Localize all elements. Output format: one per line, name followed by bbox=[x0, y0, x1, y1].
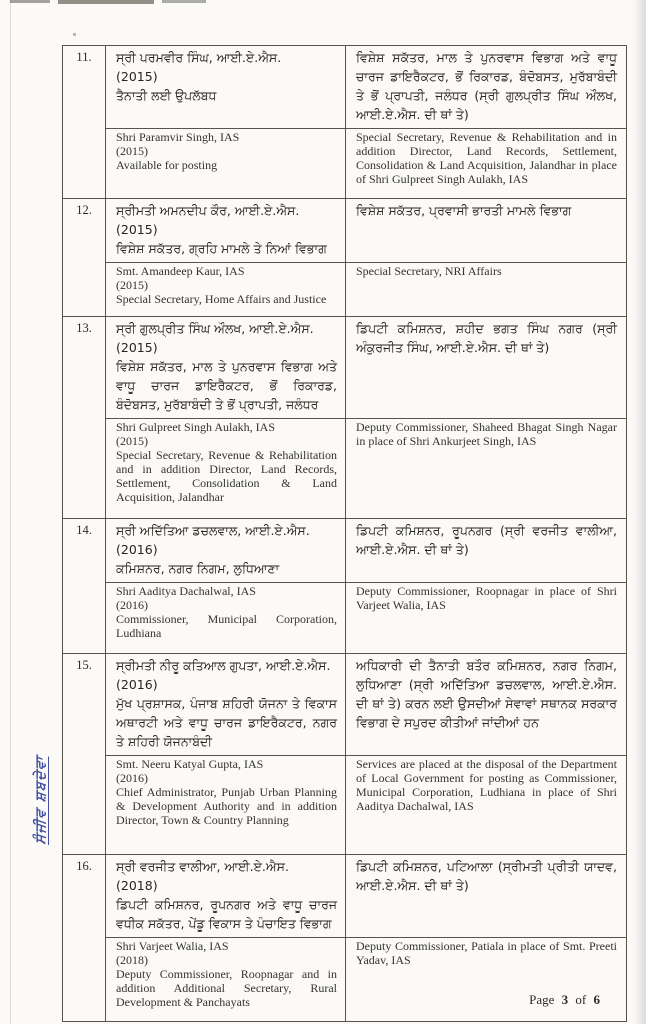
scan-speck bbox=[73, 33, 76, 36]
new-posting-cell: ਵਿਸ਼ੇਸ਼ ਸਕੱਤਰ, ਪ੍ਰਵਾਸੀ ਭਾਰਤੀ ਮਾਮਲੇ ਵਿਭਾਗ bbox=[356, 203, 572, 218]
serial-cell: 15. bbox=[63, 654, 106, 854]
officer-batch-year: (2015) bbox=[116, 277, 148, 292]
english-subrow bbox=[106, 755, 626, 854]
officer-current-designation: ਡਿਪਟੀ ਕਮਿਸ਼ਨਰ, ਰੂਪਨਗਰ ਅਤੇ ਵਾਧੂ ਚਾਰਜ ਵਧੀਕ ਸਕੱਤਰ, ਪੇਂਡੂ ਵਿਕਾਸ ਤੇ ਪੰਚਾਇਤ ਵਿਭਾਗ bbox=[116, 897, 337, 931]
officer-batch-year: (2015) bbox=[116, 433, 148, 448]
officer-current-designation: ਕਮਿਸ਼ਨਰ, ਨਗਰ ਨਿਗਮ, ਲੁਧਿਆਣਾ bbox=[116, 561, 280, 576]
officer-cell bbox=[106, 129, 346, 198]
new-posting-cell: Deputy Commissioner, Patiala in place of Smt. Preeti Yadav, IAS bbox=[356, 939, 617, 967]
officer-cell bbox=[106, 263, 346, 316]
serial-cell: 14. bbox=[63, 519, 106, 653]
officer-cell bbox=[106, 855, 346, 937]
table-row bbox=[63, 653, 626, 854]
officer-name: ਸ੍ਰੀ ਗੁਲਪ੍ਰੀਤ ਸਿੰਘ ਔਲਖ, ਆਈ.ਏ.ਐਸ. bbox=[116, 321, 314, 336]
new-posting-cell: ਡਿਪਟੀ ਕਮਿਸ਼ਨਰ, ਸ਼ਹੀਦ ਭਗਤ ਸਿੰਘ ਨਗਰ (ਸ੍ਰੀ ਅੰਕੁਰਜੀਤ ਸਿੰਘ, ਆਈ.ਏ.ਐਸ. ਦੀ ਥਾਂ ਤੇ) bbox=[356, 321, 617, 355]
officers-table-body bbox=[63, 46, 626, 1021]
officer-name: Smt. Amandeep Kaur, IAS bbox=[116, 264, 245, 278]
table-row bbox=[63, 316, 626, 518]
serial-cell: 12. bbox=[63, 199, 106, 316]
officer-cell bbox=[106, 199, 346, 262]
officer-cell bbox=[106, 654, 346, 755]
punjabi-subrow bbox=[106, 46, 626, 128]
officer-name: Shri Gulpreet Singh Aulakh, IAS bbox=[116, 420, 275, 434]
officer-cell bbox=[106, 583, 346, 653]
scan-smudge bbox=[162, 0, 206, 3]
footer-current-page: 3 bbox=[561, 992, 569, 1007]
new-posting-cell: ਡਿਪਟੀ ਕਮਿਸ਼ਨਰ, ਪਟਿਆਲਾ (ਸ੍ਰੀਮਤੀ ਪ੍ਰੀਤੀ ਯਾਦਵ, ਆਈ.ਏ.ਐਸ. ਦੀ ਥਾਂ ਤੇ) bbox=[356, 859, 617, 893]
officer-current-designation: ਵਿਸ਼ੇਸ਼ ਸਕੱਤਰ, ਗ੍ਰਹਿ ਮਾਮਲੇ ਤੇ ਨਿਆਂ ਵਿਭਾਗ bbox=[116, 241, 327, 256]
scan-fold-line bbox=[10, 0, 11, 1024]
serial-cell: 16. bbox=[63, 855, 106, 1021]
officer-batch-year: (2015) bbox=[116, 340, 158, 355]
footer-page-word: Page bbox=[529, 992, 555, 1007]
officer-batch-year: (2015) bbox=[116, 222, 158, 237]
table-row bbox=[63, 46, 626, 198]
new-posting-cell: Deputy Commissioner, Roopnagar in place of Shri Varjeet Walia, IAS bbox=[356, 584, 617, 612]
officers-posting-table bbox=[62, 45, 627, 1022]
officer-name: Smt. Neeru Katyal Gupta, IAS bbox=[116, 757, 264, 771]
row-body bbox=[106, 199, 626, 316]
officer-cell bbox=[106, 756, 346, 854]
row-body bbox=[106, 317, 626, 518]
table-row bbox=[63, 518, 626, 653]
officer-current-designation: Deputy Commissioner, Roopnagar and in addition Additional Secretary, Rural Development & Panchayats bbox=[116, 966, 337, 1009]
officer-current-designation: Available for posting bbox=[116, 157, 218, 172]
new-posting-cell: ਡਿਪਟੀ ਕਮਿਸ਼ਨਰ, ਰੂਪਨਗਰ (ਸ੍ਰੀ ਵਰਜੀਤ ਵਾਲੀਆ, ਆਈ.ਏ.ਐਸ. ਦੀ ਥਾਂ ਤੇ) bbox=[356, 523, 617, 557]
officer-batch-year: (2015) bbox=[116, 69, 158, 84]
new-posting-cell: ਅਧਿਕਾਰੀ ਦੀ ਤੈਨਾਤੀ ਬਤੌਰ ਕਮਿਸ਼ਨਰ, ਨਗਰ ਨਿਗਮ, ਲੁਧਿਆਣਾ (ਸ੍ਰੀ ਅਦਿੱਤਿਆ ਡਚਲਵਾਲ, ਆਈ.ਏ.ਐਸ. ਦੀ ਥਾਂ ਤੇ) ਕਰਨ ਲਈ ਉਸਦੀਆਂ ਸੇਵਾਵਾਂ ਸਥਾਨਕ ਸਰਕਾਰ ਵਿਭਾਗ ਦੇ ਸਪੁਰਦ ਕੀਤੀਆਂ ਜਾਂਦੀਆਂ ਹਨ bbox=[356, 658, 617, 730]
new-posting-cell: Services are placed at the disposal of the Department of Local Government for posting as Commissioner, Municipal Corporation, Ludhiana in place of Shri Aaditya Dachalwal, IAS bbox=[356, 757, 617, 813]
handwritten-margin-note: ਸੰਜੀਵ ਸ਼ਬਦੇਵਾ bbox=[33, 754, 49, 846]
officer-cell bbox=[106, 46, 346, 128]
punjabi-subrow bbox=[106, 199, 626, 262]
punjabi-subrow bbox=[106, 654, 626, 755]
officer-name: Shri Paramvir Singh, IAS bbox=[116, 130, 240, 144]
serial-cell: 11. bbox=[63, 46, 106, 198]
officer-cell bbox=[106, 519, 346, 582]
row-body bbox=[106, 46, 626, 198]
officer-batch-year: (2018) bbox=[116, 878, 158, 893]
english-subrow bbox=[106, 262, 626, 316]
table-row bbox=[63, 198, 626, 316]
scan-smudge bbox=[10, 0, 50, 3]
punjabi-subrow bbox=[106, 855, 626, 937]
scan-edge-shadow bbox=[634, 0, 646, 1024]
officer-current-designation: ਤੈਨਾਤੀ ਲਈ ਉਪਲੱਬਧ bbox=[116, 88, 217, 103]
punjabi-subrow bbox=[106, 317, 626, 418]
row-body bbox=[106, 654, 626, 854]
officer-current-designation: Chief Administrator, Punjab Urban Planning & Development Authority and in addition Director, Town & Country Planning bbox=[116, 784, 337, 827]
officer-batch-year: (2016) bbox=[116, 542, 158, 557]
officer-name: ਸ੍ਰੀ ਅਦਿੱਤਿਆ ਡਚਲਵਾਲ, ਆਈ.ਏ.ਐਸ. bbox=[116, 523, 310, 538]
officer-cell bbox=[106, 938, 346, 1021]
footer-of-word: of bbox=[575, 992, 587, 1007]
new-posting-cell: Special Secretary, NRI Affairs bbox=[356, 264, 502, 278]
english-subrow bbox=[106, 418, 626, 518]
new-posting-cell: Deputy Commissioner, Shaheed Bhagat Singh Nagar in place of Shri Ankurjeet Singh, IAS bbox=[356, 420, 617, 448]
officer-batch-year: (2016) bbox=[116, 770, 148, 785]
officer-batch-year: (2015) bbox=[116, 143, 148, 158]
officer-current-designation: Commissioner, Municipal Corporation, Ludhiana bbox=[116, 611, 337, 640]
row-body bbox=[106, 519, 626, 653]
punjabi-subrow bbox=[106, 519, 626, 582]
officer-current-designation: ਵਿਸ਼ੇਸ਼ ਸਕੱਤਰ, ਮਾਲ ਤੇ ਪੁਨਰਵਾਸ ਵਿਭਾਗ ਅਤੇ ਵਾਧੂ ਚਾਰਜ ਡਾਇਰੈਕਟਰ, ਭੋਂ ਰਿਕਾਰਡ, ਬੰਦੋਬਸਤ, ਮੁਰੱਬਾਬੰਦੀ ਤੇ ਭੋਂ ਪ੍ਰਾਪਤੀ, ਜਲੰਧਰ bbox=[116, 359, 337, 412]
new-posting-cell: Special Secretary, Revenue & Rehabilitation and in addition Director, Land Records, Settlement, Consolidation & Land Acquisition, Jalandhar in place of Shri Gulpreet Singh Aulakh, IAS bbox=[356, 130, 617, 186]
officer-cell bbox=[106, 419, 346, 518]
officer-name: ਸ੍ਰੀਮਤੀ ਨੀਰੂ ਕਤਿਆਲ ਗੁਪਤਾ, ਆਈ.ਏ.ਐਸ. bbox=[116, 658, 331, 673]
officer-batch-year: (2016) bbox=[116, 677, 158, 692]
english-subrow bbox=[106, 128, 626, 198]
officer-batch-year: (2018) bbox=[116, 952, 148, 967]
officer-current-designation: Special Secretary, Revenue & Rehabilitation and in addition Director, Land Records, Settlement, Consolidation & Land Acquisition, Jalandhar bbox=[116, 447, 337, 504]
officer-batch-year: (2016) bbox=[116, 597, 148, 612]
new-posting-cell: ਵਿਸ਼ੇਸ਼ ਸਕੱਤਰ, ਮਾਲ ਤੇ ਪੁਨਰਵਾਸ ਵਿਭਾਗ ਅਤੇ ਵਾਧੂ ਚਾਰਜ ਡਾਇਰੈਕਟਰ, ਭੋਂ ਰਿਕਾਰਡ, ਬੰਦੋਬਸਤ, ਮੁਰੱਬਾਬੰਦੀ ਤੇ ਭੋਂ ਪ੍ਰਾਪਤੀ, ਜਲੰਧਰ (ਸ੍ਰੀ ਗੁਲਪ੍ਰੀਤ ਸਿੰਘ ਔਲਖ, ਆਈ.ਏ.ਐਸ. ਦੀ ਥਾਂ ਤੇ) bbox=[356, 50, 617, 122]
scan-smudge bbox=[58, 0, 154, 4]
officer-current-designation: Special Secretary, Home Affairs and Justice bbox=[116, 291, 327, 306]
page-footer bbox=[529, 992, 600, 1008]
officer-name: ਸ੍ਰੀ ਵਰਜੀਤ ਵਾਲੀਆ, ਆਈ.ਏ.ਐਸ. bbox=[116, 859, 289, 874]
officer-current-designation: ਮੁੱਖ ਪ੍ਰਸ਼ਾਸਕ, ਪੰਜਾਬ ਸ਼ਹਿਰੀ ਯੋਜਨਾ ਤੇ ਵਿਕਾਸ ਅਥਾਰਟੀ ਅਤੇ ਵਾਧੂ ਚਾਰਜ ਡਾਇਰੈਕਟਰ, ਨਗਰ ਤੇ ਸ਼ਹਿਰੀ ਯੋਜਨਾਬੰਦੀ bbox=[116, 696, 337, 749]
officer-name: ਸ੍ਰੀਮਤੀ ਅਮਨਦੀਪ ਕੌਰ, ਆਈ.ਏ.ਐਸ. bbox=[116, 203, 300, 218]
officer-name: ਸ੍ਰੀ ਪਰਮਵੀਰ ਸਿੰਘ, ਆਈ.ਏ.ਐਸ. bbox=[116, 50, 282, 65]
officer-name: Shri Varjeet Walia, IAS bbox=[116, 939, 229, 953]
officer-name: Shri Aaditya Dachalwal, IAS bbox=[116, 584, 256, 598]
footer-total-pages: 6 bbox=[593, 992, 600, 1007]
serial-cell: 13. bbox=[63, 317, 106, 518]
english-subrow bbox=[106, 937, 626, 1021]
english-subrow bbox=[106, 582, 626, 653]
officer-cell bbox=[106, 317, 346, 418]
